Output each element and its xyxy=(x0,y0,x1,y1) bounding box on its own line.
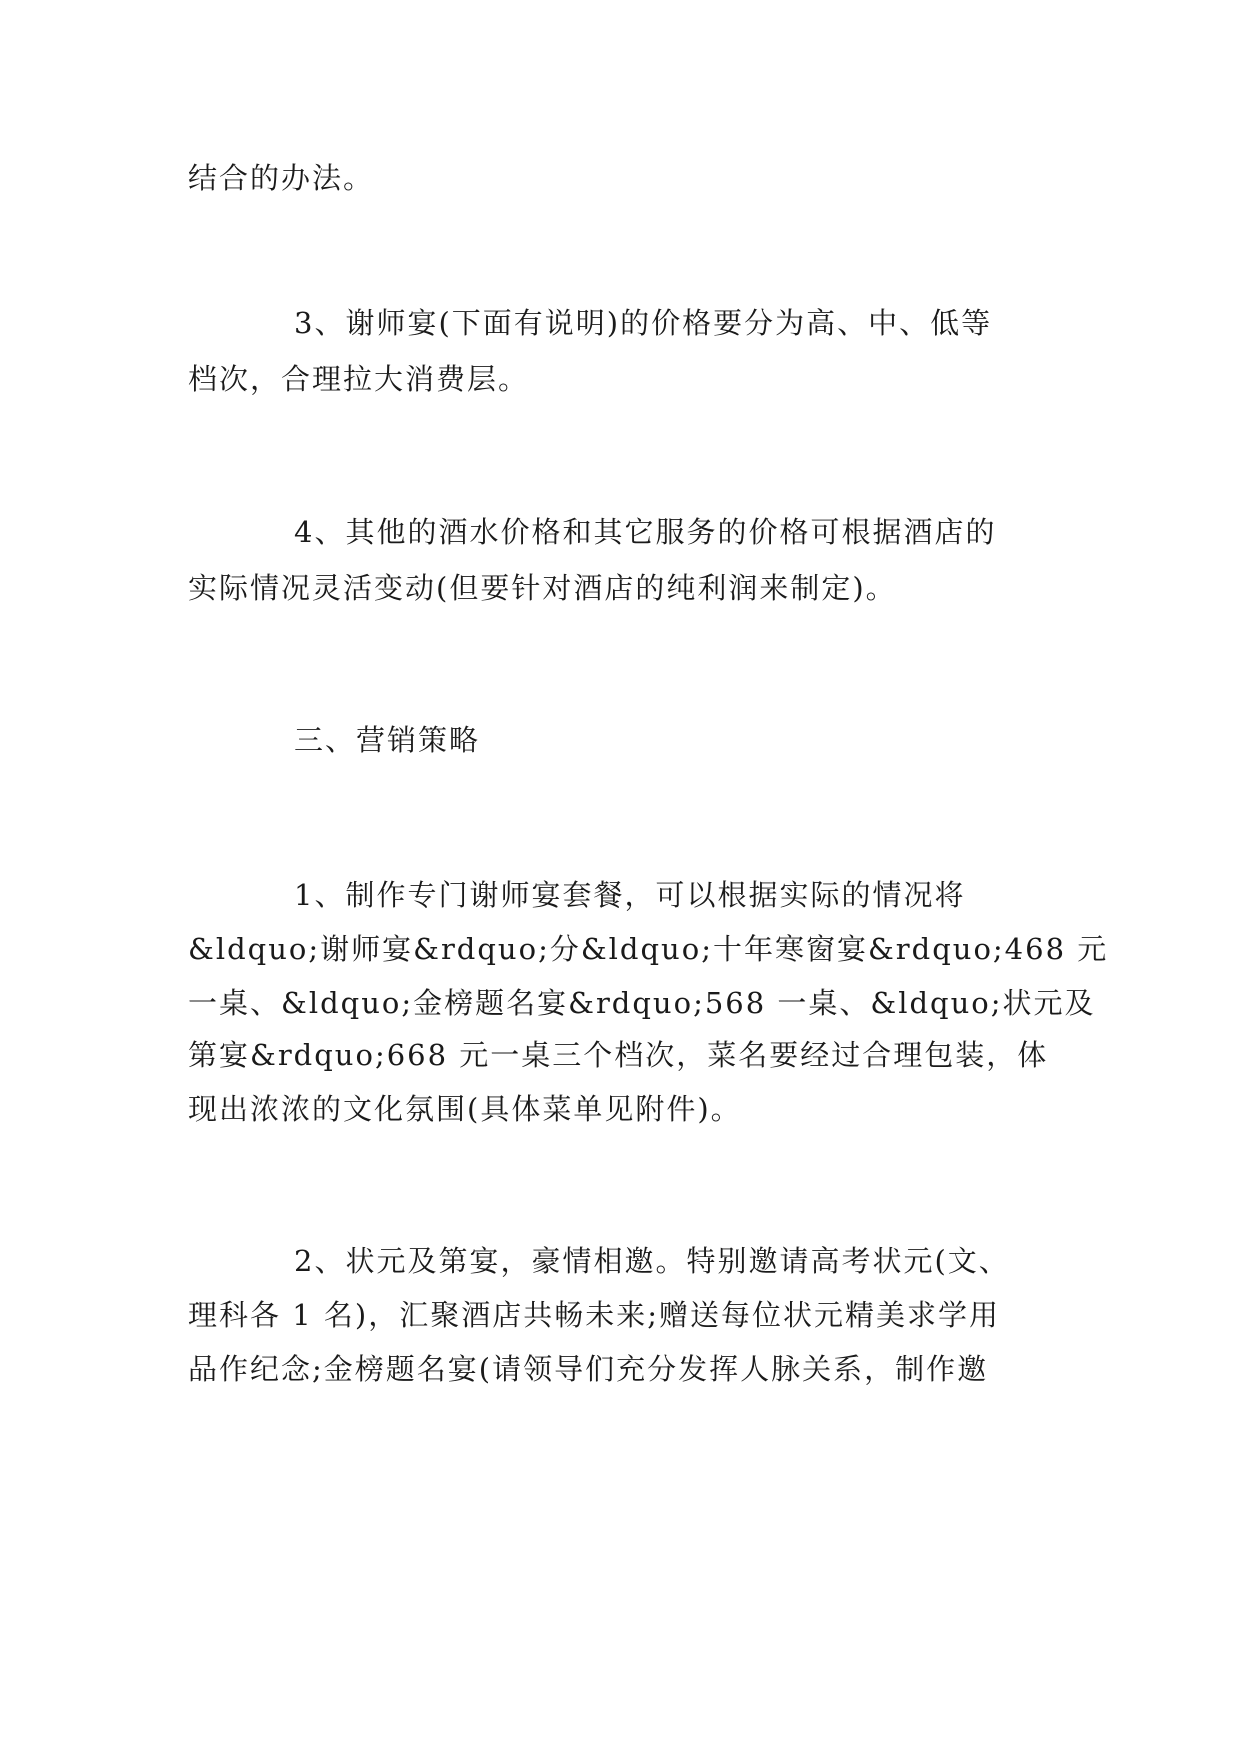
text-line-1: 结合的办法。 xyxy=(188,161,375,195)
text-line-12: 2、状元及第宴，豪情相邀。特别邀请高考状元(文、 xyxy=(294,1244,1010,1278)
text-line-8: &ldquo;谢师宴&rdquo;分&ldquo;十年寒窗宴&rdquo;468 元 xyxy=(188,932,1109,966)
text-line-4: 4、其他的酒水价格和其它服务的价格可根据酒店的 xyxy=(294,515,997,549)
text-line-14: 品作纪念;金榜题名宴(请领导们充分发挥人脉关系，制作邀 xyxy=(188,1352,989,1386)
text-line-3: 档次，合理拉大消费层。 xyxy=(188,362,530,396)
text-line-11: 现出浓浓的文化氛围(具体菜单见附件)。 xyxy=(188,1092,742,1126)
text-line-5: 实际情况灵活变动(但要针对酒店的纯利润来制定)。 xyxy=(188,571,897,605)
text-line-13: 理科各 1 名)，汇聚酒店共畅未来;赠送每位状元精美求学用 xyxy=(188,1298,1000,1332)
section-heading: 三、营销策略 xyxy=(294,723,481,757)
text-line-10: 第宴&rdquo;668 元一桌三个档次，菜名要经过合理包装，体 xyxy=(188,1038,1049,1072)
text-line-9: 一桌、&ldquo;金榜题名宴&rdquo;568 一桌、&ldquo;状元及 xyxy=(188,986,1096,1020)
text-line-7: 1、制作专门谢师宴套餐，可以根据实际的情况将 xyxy=(294,878,966,912)
text-line-2: 3、谢师宴(下面有说明)的价格要分为高、中、低等 xyxy=(294,306,993,340)
